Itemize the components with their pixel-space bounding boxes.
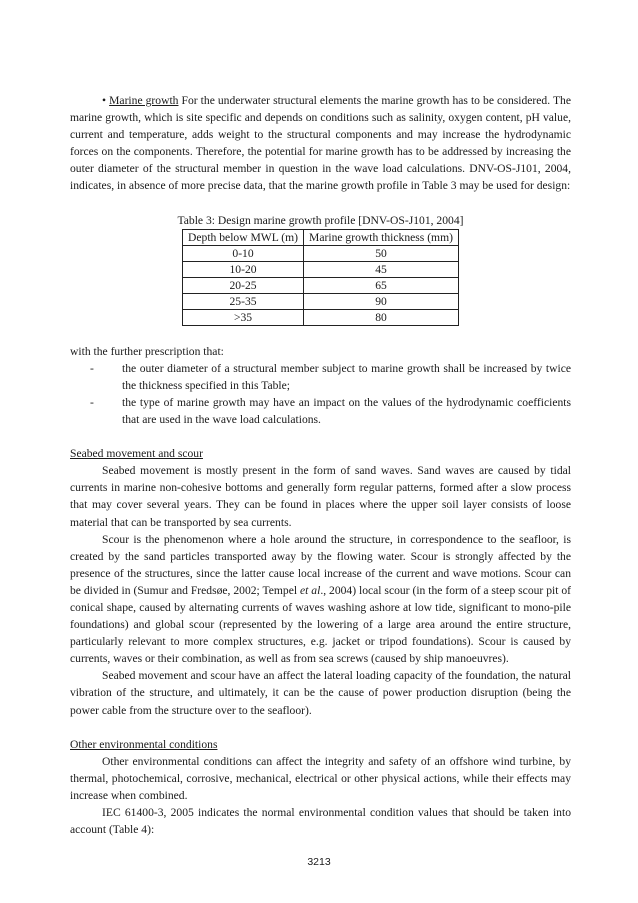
page-number: 3213 bbox=[307, 856, 331, 868]
table-cell-thickness: 45 bbox=[304, 261, 459, 277]
table-cell-depth: 20-25 bbox=[183, 277, 304, 293]
list-item-text: the outer diameter of a structural member subject to marine growth shall be increased by twice the thickness specified in this Table; bbox=[122, 361, 571, 392]
marine-growth-table bbox=[182, 229, 459, 326]
table-row bbox=[183, 261, 459, 277]
table-cell-depth: 25-35 bbox=[183, 293, 304, 309]
other-conditions-heading: Other environmental conditions bbox=[70, 737, 218, 751]
seabed-paragraph-2 bbox=[70, 531, 571, 668]
seabed-heading: Seabed movement and scour bbox=[70, 447, 203, 461]
scour-text-a: Scour is the phenomenon where a hole around the structure, in correspondence to the seafloor, is created by the sand particles transported away by the flowing water. Scour is strongly affected by the presence of the structures, since the latter cause local increase of the current and wave motions. Scour can be divided in (Sumur and Fredsøe, 2002; Tempel bbox=[70, 532, 571, 597]
table-row bbox=[183, 277, 459, 293]
table-cell-depth: 0-10 bbox=[183, 245, 304, 261]
table-cell-depth: >35 bbox=[183, 309, 304, 325]
table-header-row bbox=[183, 229, 459, 245]
scour-text-b: ., 2004) local scour (in the form of a steep scour pit of conical shape, caused by alternating currents of waves washing ashore at low tide, significant to mono-pile foundations) and global scour (represented by the lowering of a large area around the entire structure, particularly relevant to more complex structures, e.g. jacket or tripod foundations). Scour is caused by currents, waves or their combination, as well as from sea screws (caused by ship manoeuvres). bbox=[70, 583, 572, 666]
list-item-text: the type of marine growth may have an impact on the values of the hydrodynamic coefficients that are used in the wave load calculations. bbox=[122, 395, 571, 427]
marine-growth-heading: Marine growth bbox=[109, 94, 179, 107]
table-cell-thickness: 90 bbox=[304, 293, 459, 309]
et-al-italic: et al bbox=[300, 583, 321, 597]
marine-growth-text: For the underwater structural elements the marine growth has to be considered. The marine growth, which is site specific and depends on conditions such as salinity, oxygen content, pH value, current and temperature, adds weight to the structural components and may increase the hydrodynamic forces on the components. Therefore, the potential for marine growth has to be addressed by increasing the outer diameter of the structural member in question in the wave load calculations. DNV-OS-J101, 2004, indicates, in absence of more precise data, that the marine growth profile in Table 3 may be used for design: bbox=[70, 94, 571, 193]
table-cell-thickness: 65 bbox=[304, 277, 459, 293]
table-cell-thickness: 80 bbox=[304, 309, 459, 325]
table-row bbox=[183, 293, 459, 309]
prescription-list bbox=[70, 360, 571, 428]
table3-caption: Table 3: Design marine growth profile [DNV-OS-J101, 2004] bbox=[177, 213, 464, 227]
list-item bbox=[70, 360, 571, 394]
seabed-paragraph-1: Seabed movement is mostly present in the form of sand waves. Sand waves are caused by tidal currents in marine non-cohesive bottoms and generally form regular patterns, formed after a slow process that may cover several years. They can be found in places where the upper soil layer consists of loose material that can be transported by sea currents. bbox=[70, 464, 571, 529]
page-content bbox=[70, 92, 571, 838]
list-dash: - bbox=[90, 395, 94, 409]
table-cell-depth: 10-20 bbox=[183, 261, 304, 277]
table-header-depth: Depth below MWL (m) bbox=[183, 229, 304, 245]
other-conditions-paragraph-2: IEC 61400-3, 2005 indicates the normal environmental condition values that should be taken into account (Table 4): bbox=[70, 806, 571, 837]
table-header-thickness: Marine growth thickness (mm) bbox=[304, 229, 459, 245]
marine-growth-paragraph bbox=[70, 92, 571, 195]
list-dash: - bbox=[90, 361, 94, 375]
bullet-glyph: • bbox=[102, 94, 107, 107]
table-cell-thickness: 50 bbox=[304, 245, 459, 261]
seabed-paragraph-3: Seabed movement and scour have an affect the lateral loading capacity of the foundation, the natural vibration of the structure, and ultimately, it can be the cause of power production disruption (being the power cable from the structure over to the seafloor). bbox=[70, 669, 571, 717]
prescription-intro: with the further prescription that: bbox=[70, 344, 224, 358]
table-row bbox=[183, 245, 459, 261]
list-item bbox=[70, 394, 571, 428]
other-conditions-paragraph-1: Other environmental conditions can affect the integrity and safety of an offshore wind turbine, by thermal, photochemical, corrosive, mechanical, electrical or other physical actions, while their effects may increase when combined. bbox=[70, 754, 571, 802]
table-row bbox=[183, 309, 459, 325]
